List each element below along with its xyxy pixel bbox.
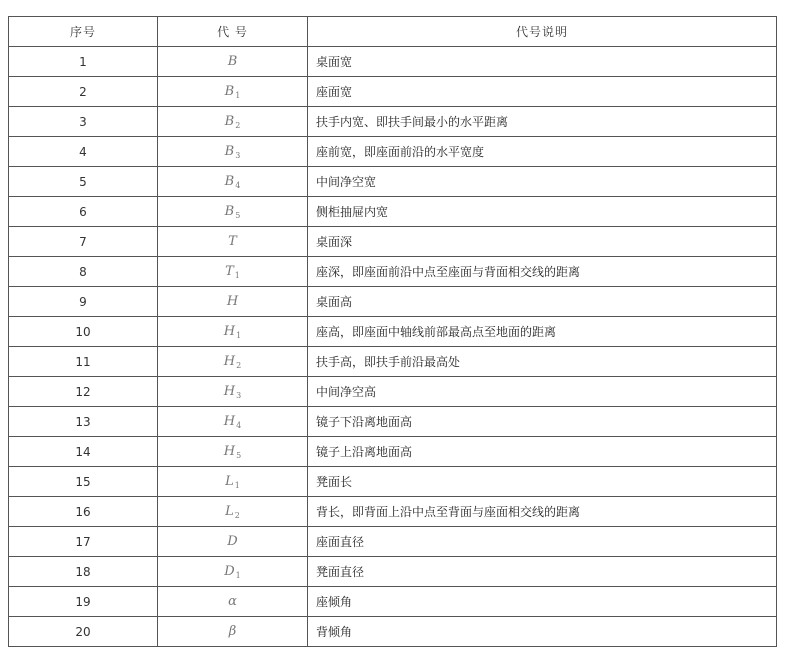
code-subscript: 1 — [234, 480, 240, 490]
row-description: 凳面直径 — [308, 557, 777, 587]
code-subscript: 3 — [235, 150, 241, 160]
table-row — [9, 407, 777, 437]
code-symbol: H — [226, 294, 239, 309]
row-code — [158, 617, 308, 647]
code-symbol: T — [228, 234, 237, 249]
row-index: 1 — [9, 47, 158, 77]
table-row — [9, 467, 777, 497]
code-subscript: 4 — [236, 420, 242, 430]
header-row — [9, 17, 777, 47]
code-symbol: H — [223, 383, 236, 399]
code-subscript: 1 — [234, 270, 240, 280]
table-header — [9, 17, 777, 47]
row-description: 座倾角 — [308, 587, 777, 617]
code-symbol: B — [224, 173, 235, 189]
row-description: 座面宽 — [308, 77, 777, 107]
row-code — [158, 437, 308, 467]
row-code — [158, 467, 308, 497]
code-symbol: H — [223, 323, 236, 339]
row-code — [158, 167, 308, 197]
row-index: 14 — [9, 437, 158, 467]
row-index: 9 — [9, 287, 158, 317]
row-index: 19 — [9, 587, 158, 617]
code-symbol: H — [223, 413, 236, 429]
row-code — [158, 317, 308, 347]
code-subscript: 2 — [234, 510, 240, 520]
header-code: 代 号 — [158, 17, 308, 47]
table-row — [9, 587, 777, 617]
code-symbol: β — [228, 624, 237, 639]
table-row — [9, 497, 777, 527]
table-row — [9, 137, 777, 167]
row-index: 20 — [9, 617, 158, 647]
code-subscript: 5 — [235, 210, 241, 220]
row-description: 座面直径 — [308, 527, 777, 557]
row-code — [158, 197, 308, 227]
table-row — [9, 257, 777, 287]
header-index: 序号 — [9, 17, 158, 47]
code-symbol: α — [228, 594, 237, 609]
code-symbol: D — [227, 534, 238, 549]
row-description: 座前宽，即座面前沿的水平宽度 — [308, 137, 777, 167]
row-index: 12 — [9, 377, 158, 407]
table-row — [9, 347, 777, 377]
row-index: 17 — [9, 527, 158, 557]
row-index: 18 — [9, 557, 158, 587]
code-symbol: B — [224, 83, 235, 99]
row-code — [158, 497, 308, 527]
row-code — [158, 347, 308, 377]
code-subscript: 3 — [236, 390, 242, 400]
row-index: 11 — [9, 347, 158, 377]
code-subscript: 4 — [235, 180, 241, 190]
code-symbol: H — [223, 353, 236, 369]
code-subscript: 1 — [235, 90, 241, 100]
row-code — [158, 257, 308, 287]
code-subscript: 1 — [235, 570, 241, 580]
code-subscript: 5 — [236, 450, 242, 460]
code-symbol: B — [224, 143, 235, 159]
row-code — [158, 47, 308, 77]
row-index: 15 — [9, 467, 158, 497]
row-index: 3 — [9, 107, 158, 137]
code-subscript: 2 — [235, 120, 241, 130]
code-symbol: L — [225, 473, 234, 489]
row-description: 桌面深 — [308, 227, 777, 257]
row-index: 8 — [9, 257, 158, 287]
row-index: 13 — [9, 407, 158, 437]
table-row — [9, 107, 777, 137]
code-symbol: B — [224, 113, 235, 129]
row-description: 中间净空高 — [308, 377, 777, 407]
row-index: 10 — [9, 317, 158, 347]
row-description: 背长，即背面上沿中点至背面与座面相交线的距离 — [308, 497, 777, 527]
code-definition-table — [8, 16, 777, 647]
row-description: 背倾角 — [308, 617, 777, 647]
code-subscript: 2 — [236, 360, 242, 370]
row-code — [158, 527, 308, 557]
table-row — [9, 227, 777, 257]
table-row — [9, 197, 777, 227]
row-description: 镜子上沿离地面高 — [308, 437, 777, 467]
row-description: 扶手高，即扶手前沿最高处 — [308, 347, 777, 377]
row-code — [158, 77, 308, 107]
row-description: 镜子下沿离地面高 — [308, 407, 777, 437]
row-code — [158, 227, 308, 257]
table-row — [9, 287, 777, 317]
row-description: 中间净空宽 — [308, 167, 777, 197]
row-code — [158, 407, 308, 437]
table-body — [9, 47, 777, 647]
table-row — [9, 77, 777, 107]
row-index: 16 — [9, 497, 158, 527]
table-row — [9, 437, 777, 467]
row-code — [158, 377, 308, 407]
row-code — [158, 287, 308, 317]
row-description: 座深，即座面前沿中点至座面与背面相交线的距离 — [308, 257, 777, 287]
table-row — [9, 47, 777, 77]
code-symbol: H — [223, 443, 236, 459]
header-description: 代号说明 — [308, 17, 777, 47]
row-index: 2 — [9, 77, 158, 107]
table-row — [9, 167, 777, 197]
code-subscript: 1 — [236, 330, 242, 340]
table-row — [9, 527, 777, 557]
code-symbol: B — [227, 54, 238, 69]
code-symbol: B — [224, 203, 235, 219]
code-symbol: D — [224, 563, 235, 579]
row-description: 凳面长 — [308, 467, 777, 497]
code-symbol: T — [225, 263, 234, 279]
code-symbol: L — [225, 503, 234, 519]
row-description: 桌面宽 — [308, 47, 777, 77]
row-description: 座高，即座面中轴线前部最高点至地面的距离 — [308, 317, 777, 347]
row-index: 5 — [9, 167, 158, 197]
table-row — [9, 557, 777, 587]
row-code — [158, 137, 308, 167]
row-description: 侧柜抽屉内宽 — [308, 197, 777, 227]
row-index: 4 — [9, 137, 158, 167]
row-index: 7 — [9, 227, 158, 257]
row-code — [158, 587, 308, 617]
row-code — [158, 107, 308, 137]
row-description: 桌面高 — [308, 287, 777, 317]
row-description: 扶手内宽、即扶手间最小的水平距离 — [308, 107, 777, 137]
table-row — [9, 377, 777, 407]
row-index: 6 — [9, 197, 158, 227]
row-code — [158, 557, 308, 587]
table-row — [9, 617, 777, 647]
table-row — [9, 317, 777, 347]
